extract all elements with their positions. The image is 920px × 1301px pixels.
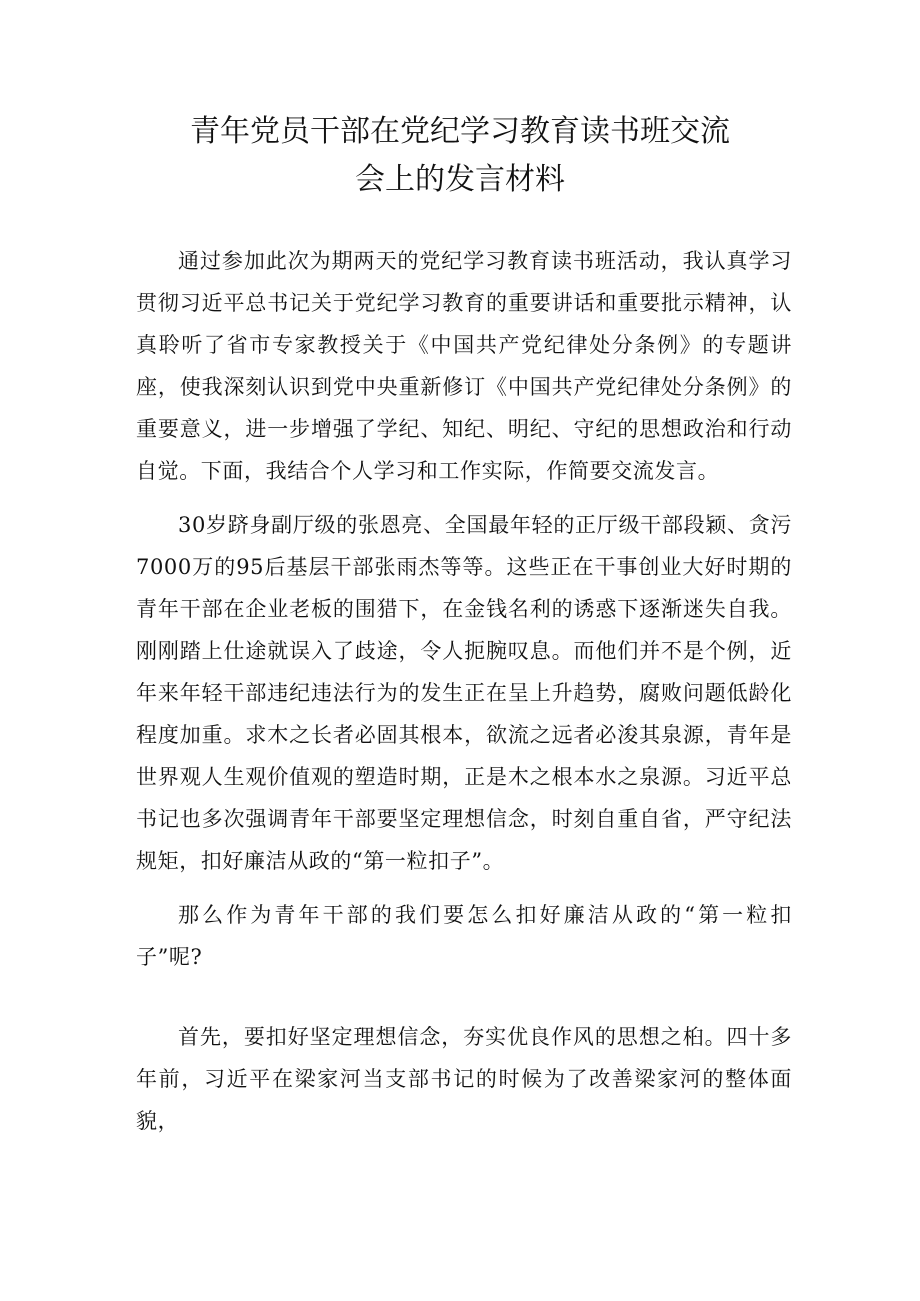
document-body xyxy=(136,240,792,1142)
title-line-2: 会上的发言材料 xyxy=(355,162,565,197)
paragraph-first-point: 首先，要扣好坚定理想信念，夯实优良作风的思想之桕。四十多年前，习近平在梁家河当支部书记的时候为了改善梁家河的整体面貌， xyxy=(136,1025,792,1133)
paragraph-intro: 通过参加此次为期两天的党纪学习教育读书班活动，我认真学习贯彻习近平总书记关于党纪学习教育的重要讲话和重要批示精神，认真聆听了省市专家教授关于《中国共产党纪律处分条例》的专题讲座，使我深刻认识到党中央重新修订《中国共产党纪律处分条例》的重要意义，进一步增强了学纪、知纪、明纪、守纪的思想政治和行动自觉。下面，我结合个人学习和工作实际，作简要交流发言。 xyxy=(136,249,792,483)
paragraph-question: 那么作为青年干部的我们要怎么扣好廉洁从政的“第一粒扣子”呢? xyxy=(136,903,792,969)
document-title xyxy=(130,108,790,204)
paragraph-cases: 30岁跻身副厅级的张恩亮、全国最年轻的正厅级干部段颖、贪污7000万的95后基层干部张雨杰等等。这些正在干事创业大好时期的青年干部在企业老板的围猎下，在金钱名利的诱惑下逐渐迷失自我。刚刚踏上仕途就误入了歧途，令人扼腕叹息。而他们并不是个例，近年来年轻干部违纪违法行为的发生正在呈上升趋势，腐败问题低龄化程度加重。求木之长者必固其根本，欲流之远者必浚其泉源，青年是世界观人生观价值观的塑造时期，正是木之根本水之泉源。习近平总书记也多次强调青年干部要坚定理想信念，时刻自重自省，严守纪法规矩，扣好廉洁从政的“第一粒扣子”。 xyxy=(136,513,792,873)
title-line-1: 青年党员干部在党纪学习教育读书班交流 xyxy=(190,114,730,149)
